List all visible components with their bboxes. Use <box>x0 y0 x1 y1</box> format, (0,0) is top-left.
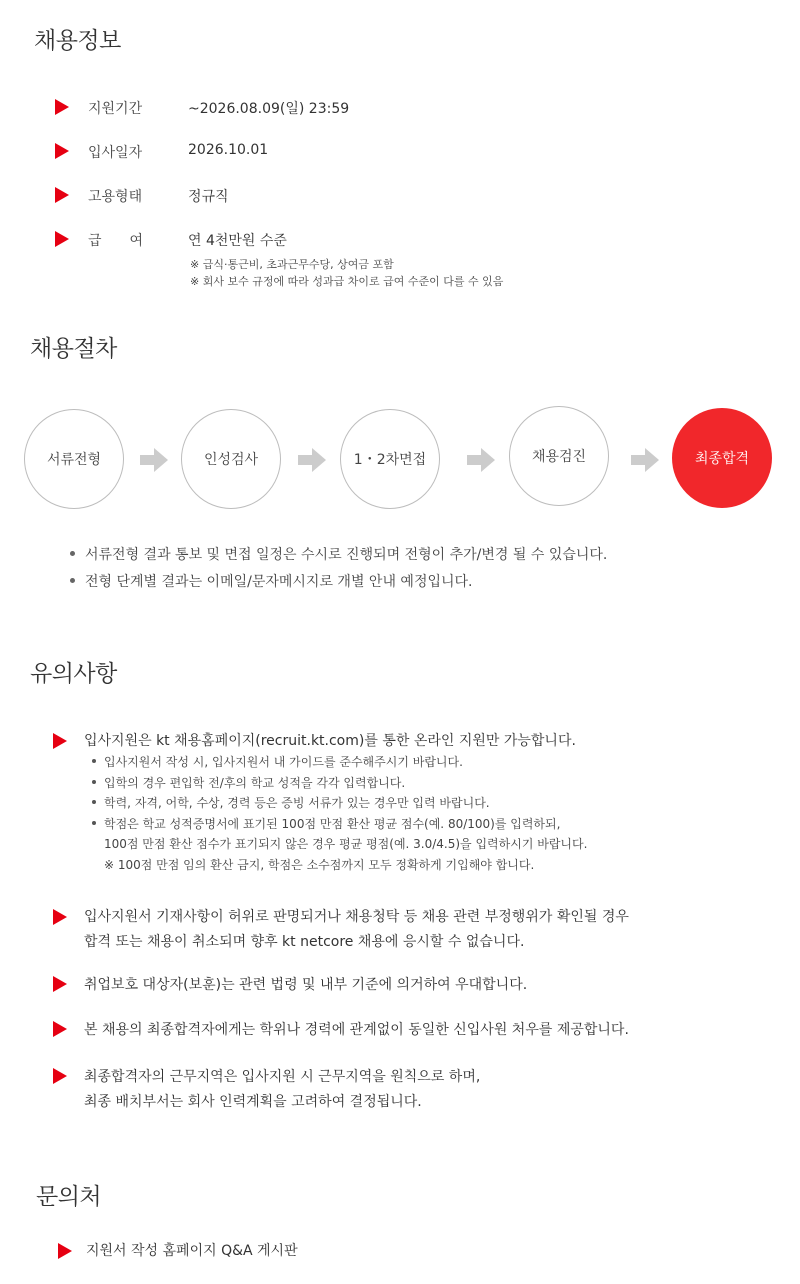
step-circle <box>24 409 124 509</box>
bullet-triangle-icon <box>58 1243 72 1259</box>
caution-sub <box>92 752 463 772</box>
bullet-dot-icon <box>92 780 96 784</box>
info-label: 급 여 <box>88 233 144 249</box>
process-note <box>70 571 473 591</box>
bullet-dot-icon <box>70 551 75 556</box>
info-label: 지원기간 <box>88 101 143 117</box>
caution-text: 최종 배치부서는 회사 인력계획을 고려하여 결정됩니다. <box>84 1094 422 1110</box>
step-circle <box>509 406 609 506</box>
caution-sub-text: 학력, 자격, 어학, 수상, 경력 등은 증빙 서류가 있는 경우만 입력 바랍니다. <box>104 796 490 810</box>
bullet-triangle-icon <box>53 976 67 992</box>
info-value: 정규직 <box>188 189 229 205</box>
step-circle <box>340 409 440 509</box>
caution-sub <box>92 814 560 834</box>
caution-sub <box>92 793 490 813</box>
info-value: 연 4천만원 수준 <box>188 233 287 249</box>
bullet-triangle-icon <box>53 733 67 749</box>
caution-sub-cont: ※ 100점 만점 임의 환산 금지, 학점은 소수점까지 모두 정확하게 기입해야 합니다. <box>104 858 535 872</box>
contact-item: 지원서 작성 홈페이지 Q&A 게시판 <box>86 1243 298 1259</box>
section-title-contact: 문의처 <box>36 1184 102 1210</box>
caution-sub-text: 입학의 경우 편입학 전/후의 학교 성적을 각각 입력합니다. <box>104 776 406 790</box>
step-arrow-icon <box>140 448 168 472</box>
info-value: ~2026.08.09(일) 23:59 <box>188 101 350 117</box>
bullet-dot-icon <box>92 821 96 825</box>
bullet-triangle-icon <box>53 1021 67 1037</box>
process-note <box>70 544 607 564</box>
bullet-triangle-icon <box>55 143 69 159</box>
caution-text: 입사지원서 기재사항이 허위로 판명되거나 채용청탁 등 채용 관련 부정행위가 확인될 경우 <box>84 909 629 925</box>
info-value: 2026.10.01 <box>188 142 269 158</box>
caution-text: 취업보호 대상자(보훈)는 관련 법령 및 내부 기준에 의거하여 우대합니다. <box>84 977 528 993</box>
info-label: 고용형태 <box>88 189 143 205</box>
caution-sub <box>92 773 405 793</box>
section-title-cautions: 유의사항 <box>30 661 117 687</box>
step-label: 서류전형 <box>46 452 102 468</box>
step-circle <box>181 409 281 509</box>
caution-sub-text: 입사지원서 작성 시, 입사지원서 내 가이드를 준수해주시기 바랍니다. <box>104 755 463 769</box>
bullet-dot-icon <box>92 759 96 763</box>
bullet-triangle-icon <box>53 909 67 925</box>
step-label: 1・2차면접 <box>353 452 427 468</box>
step-arrow-icon <box>467 448 495 472</box>
caution-sub-cont: 100점 만점 환산 점수가 표기되지 않은 경우 평균 평점(예. 3.0/4.5)을 입력하시기 바랍니다. <box>104 837 588 851</box>
section-title-process: 채용절차 <box>30 336 117 362</box>
step-label: 채용검진 <box>531 449 587 465</box>
bullet-dot-icon <box>70 578 75 583</box>
bullet-triangle-icon <box>55 187 69 203</box>
caution-text: 합격 또는 채용이 취소되며 향후 kt netcore 채용에 응시할 수 없습니다. <box>84 934 525 950</box>
process-note-text: 전형 단계별 결과는 이메일/문자메시지로 개별 안내 예정입니다. <box>85 574 473 590</box>
bullet-triangle-icon <box>55 231 69 247</box>
info-label: 입사일자 <box>88 145 143 161</box>
caution-sub-text: 학점은 학교 성적증명서에 표기된 100점 만점 환산 평균 점수(예. 80/100)를 입력하되, <box>104 817 561 831</box>
step-label: 최종합격 <box>694 451 750 467</box>
salary-note: ※ 급식·통근비, 초과근무수당, 상여금 포함 <box>190 258 394 271</box>
step-arrow-icon <box>631 448 659 472</box>
caution-text: 본 채용의 최종합격자에게는 학위나 경력에 관계없이 동일한 신입사원 처우를 제공합니다. <box>84 1022 629 1038</box>
step-arrow-icon <box>298 448 326 472</box>
caution-text: 입사지원은 kt 채용홈페이지(recruit.kt.com)를 통한 온라인 지원만 가능합니다. <box>84 733 576 749</box>
bullet-dot-icon <box>92 800 96 804</box>
caution-text: 최종합격자의 근무지역은 입사지원 시 근무지역을 원칙으로 하며, <box>84 1069 481 1085</box>
process-note-text: 서류전형 결과 통보 및 면접 일정은 수시로 진행되며 전형이 추가/변경 될 수 있습니다. <box>85 547 608 563</box>
salary-note: ※ 회사 보수 규정에 따라 성과급 차이로 급여 수준이 다를 수 있음 <box>190 275 504 288</box>
step-circle-final <box>672 408 772 508</box>
bullet-triangle-icon <box>53 1068 67 1084</box>
step-label: 인성검사 <box>203 452 259 468</box>
bullet-triangle-icon <box>55 99 69 115</box>
section-title-info: 채용정보 <box>34 28 121 54</box>
